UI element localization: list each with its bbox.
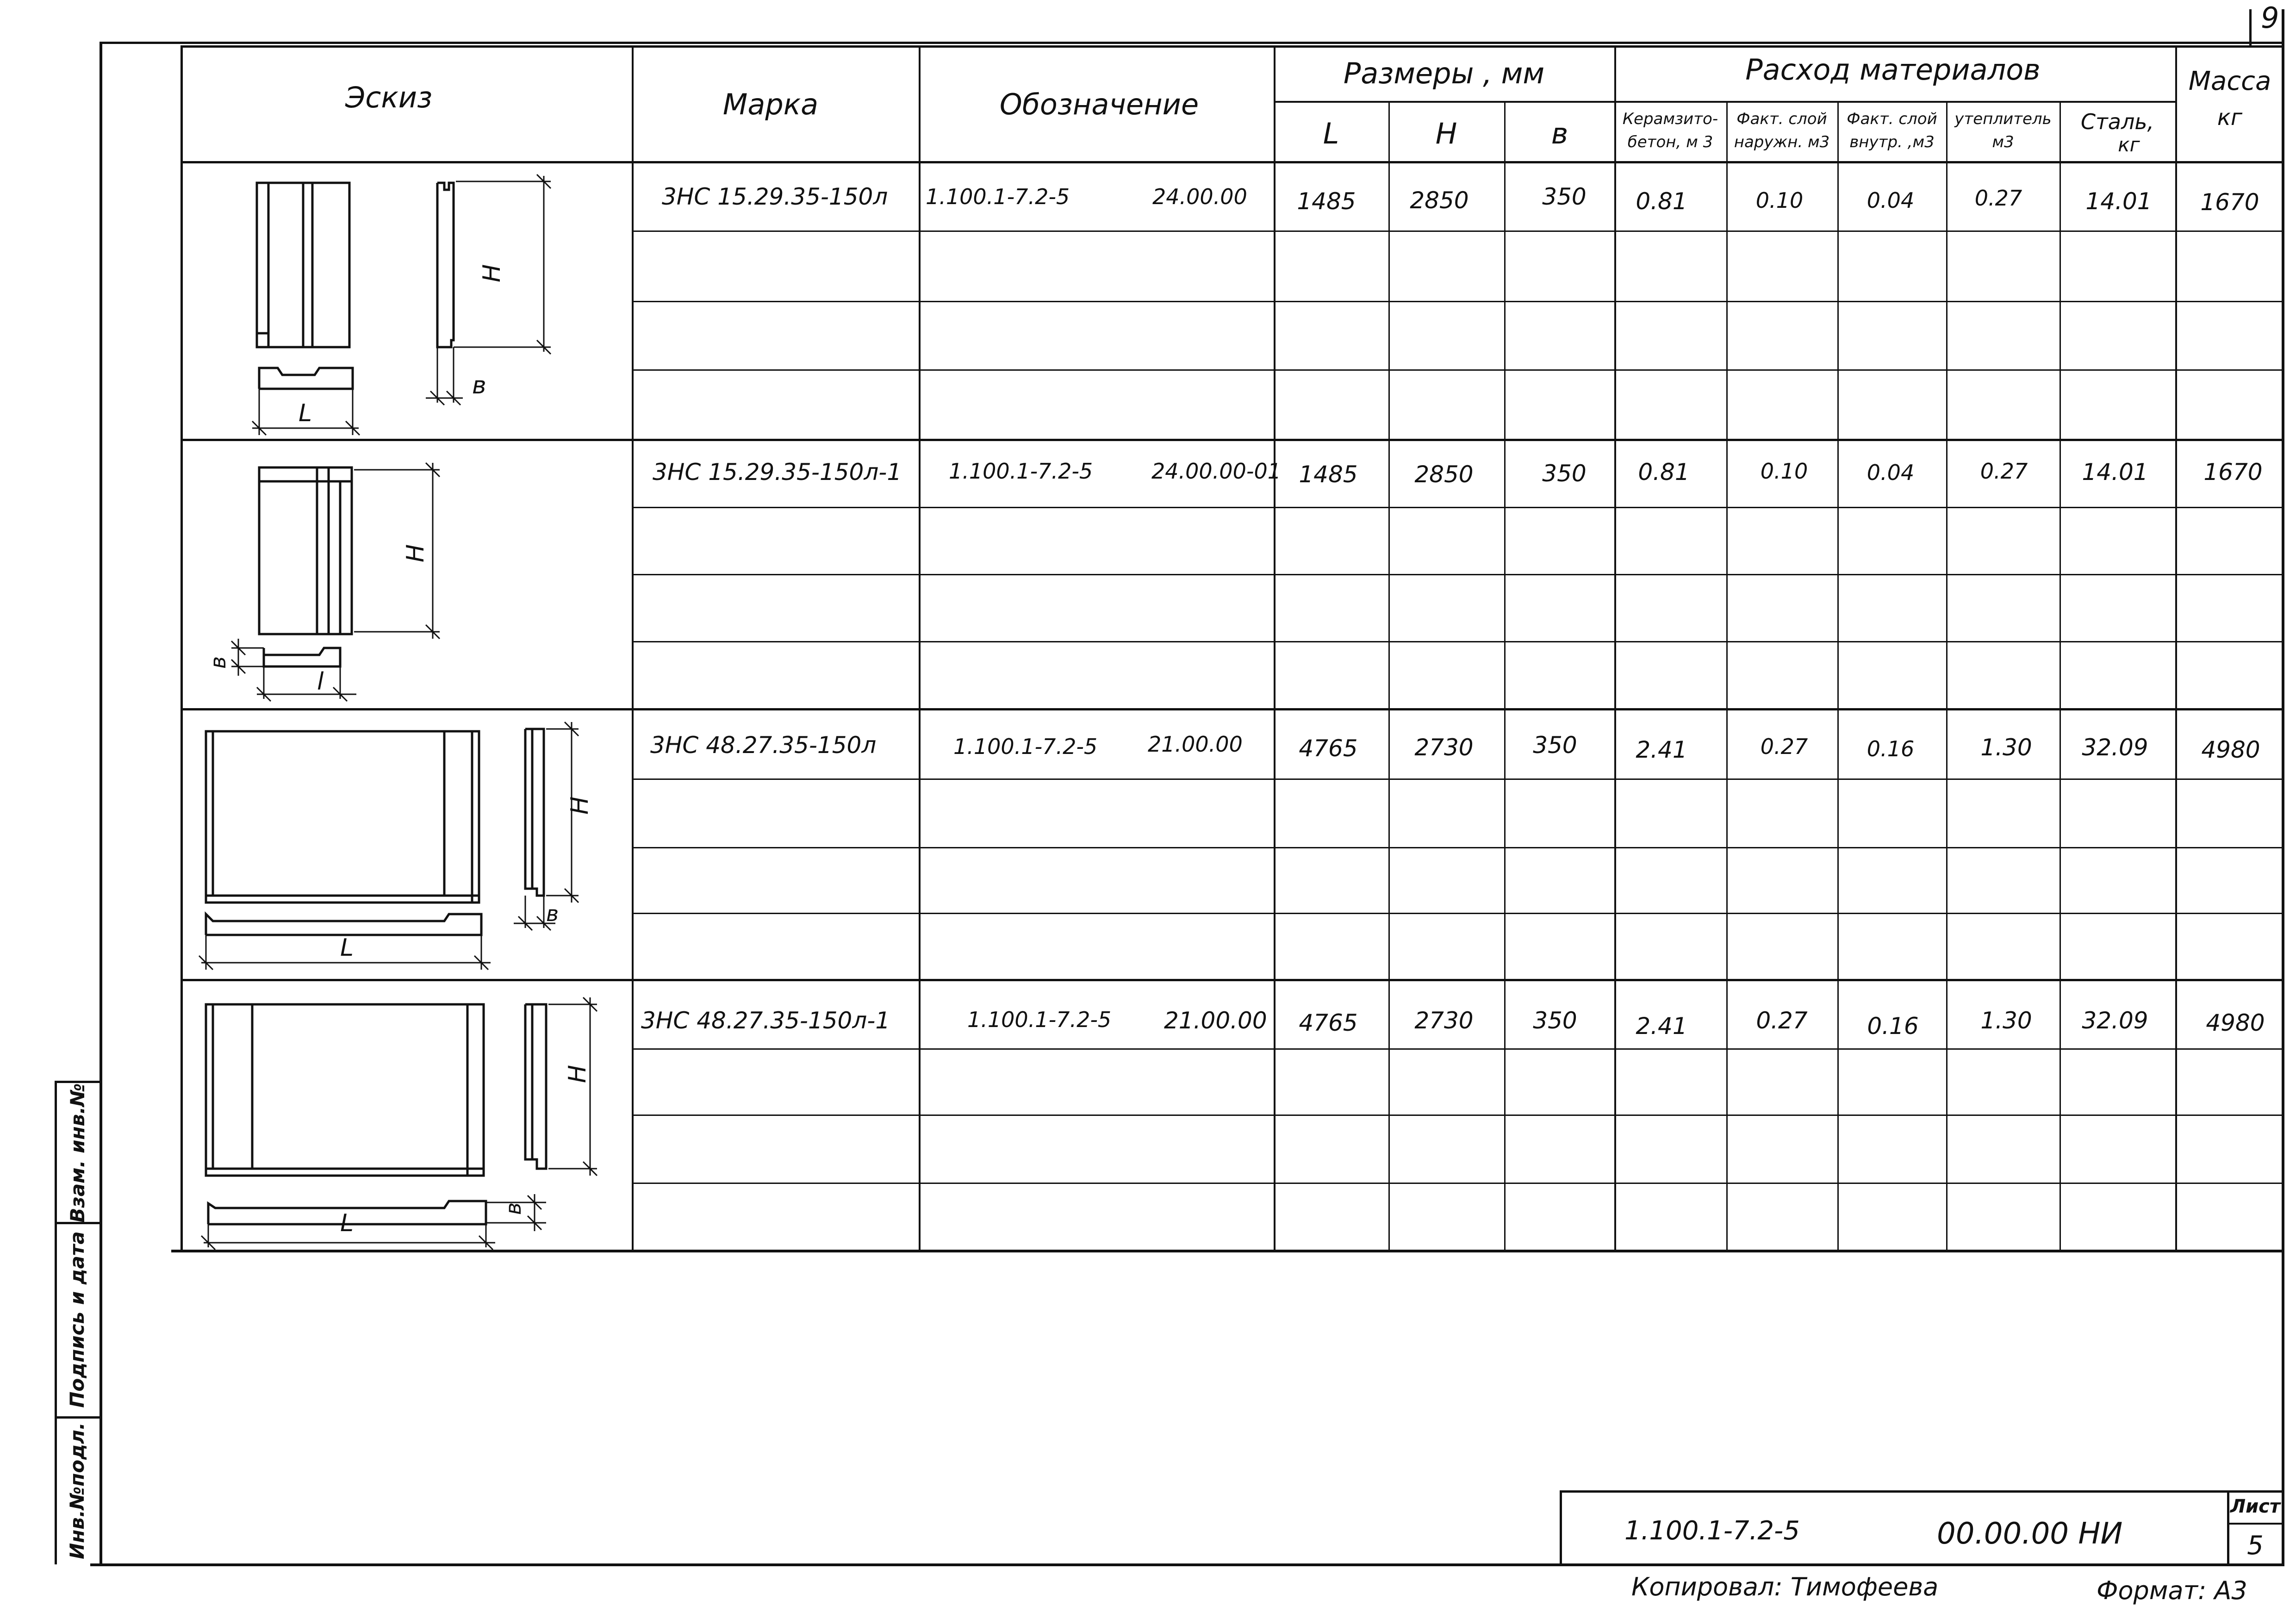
title-block-sheet-line [2227, 1523, 2284, 1525]
row4-steel: 32.09 [2082, 1007, 2148, 1034]
header-insul-1: утеплитель [1954, 110, 2052, 128]
row1-H: 2850 [1410, 187, 1469, 214]
col-line-outer [1726, 101, 1728, 1252]
row4-mass: 4980 [2206, 1009, 2265, 1036]
row1-L: 1485 [1297, 188, 1356, 215]
row4-insul: 1.30 [1980, 1007, 2032, 1034]
row3-line-c [632, 913, 2284, 914]
row1-concrete: 0.81 [1636, 188, 1687, 215]
row1-outer: 0.10 [1755, 188, 1804, 213]
row4-line-c [632, 1183, 2284, 1184]
row2-outer: 0.10 [1760, 459, 1808, 484]
col-line-insul [1946, 101, 1948, 1252]
sketch-panel-3 [180, 710, 632, 981]
title-block-doc-number: 00.00.00 НИ [1937, 1517, 2123, 1551]
col-line-designation [919, 45, 921, 1252]
row3-insul: 1.30 [1980, 734, 2032, 761]
row4-line-a [632, 1048, 2284, 1050]
row1-insul: 0.27 [1974, 186, 2022, 211]
header-concrete-1: Керамзито- [1622, 110, 1718, 128]
col-line-L [1274, 45, 1276, 1252]
sketch-2-label-H: H [402, 544, 429, 562]
title-block-left [1560, 1490, 1562, 1566]
col-line-b [1504, 101, 1506, 1252]
col-line-H [1388, 101, 1390, 1252]
sketch-1-label-b: в [472, 372, 486, 399]
row3-line-b [632, 847, 2284, 848]
row1-line-c [632, 369, 2284, 371]
row1-mass: 1670 [2200, 189, 2259, 216]
frame-bottom [90, 1563, 2284, 1566]
footer-copied-by: Копировал: Тимофеева [1631, 1572, 1939, 1601]
row2-drawing: 24.00.00-01 [1151, 459, 1281, 484]
col-line-mass [2175, 45, 2177, 1252]
header-mass-1: Масса [2188, 66, 2271, 96]
side-stamp-signature-date: Подпись и дата [66, 1231, 88, 1408]
row3-concrete: 2.41 [1636, 736, 1687, 763]
row4-mark: 3НС 48.27.35-150л-1 [641, 1007, 890, 1034]
header-concrete-2: бетон, м 3 [1627, 133, 1713, 151]
col-line-steel [2060, 101, 2061, 1252]
col-line-inner [1837, 101, 1839, 1252]
row4-line-b [632, 1115, 2284, 1116]
row1-inner: 0.04 [1867, 188, 1915, 213]
row2-line-a [632, 507, 2284, 508]
sketch-3-label-L: L [340, 934, 354, 962]
header-materials: Расход материалов [1745, 53, 2041, 87]
row4-outer: 0.27 [1756, 1007, 1808, 1034]
header-outer-2: наружн. м3 [1734, 133, 1830, 151]
row4-H: 2730 [1414, 1007, 1474, 1034]
row2-mass: 1670 [2203, 459, 2263, 486]
row2-line-c [632, 641, 2284, 642]
sketch-4-label-b: в [501, 1202, 526, 1215]
row4-b: 350 [1533, 1007, 1577, 1034]
sketch-panel-4 [180, 981, 632, 1252]
sketch-panel-1 [180, 162, 632, 440]
frame-top [100, 42, 2284, 44]
title-block-sheet-label: Лист [2230, 1496, 2281, 1517]
header-steel-2: кг [2118, 133, 2140, 156]
row1-line-b [632, 301, 2284, 302]
header-dim-H: H [1435, 117, 1457, 150]
row2-b: 350 [1542, 460, 1587, 487]
side-stamp-outer-left [55, 1081, 57, 1564]
row1-steel: 14.01 [2085, 188, 2152, 215]
row1-designation: 1.100.1-7.2-5 [926, 184, 1070, 209]
row3-b: 350 [1533, 732, 1577, 759]
sketch-4-label-L: L [340, 1209, 354, 1237]
side-stamp-inventory: Инв.№подл. [66, 1422, 88, 1559]
page-number: 9 [2261, 1, 2279, 35]
row4-L: 4765 [1299, 1009, 1358, 1036]
row1-drawing: 24.00.00 [1152, 184, 1247, 209]
sketch-1-label-L: L [299, 399, 312, 427]
sketch-2-label-b: в [205, 656, 230, 669]
header-insul-2: м3 [1992, 133, 2014, 151]
row2-H: 2850 [1414, 461, 1474, 488]
row2-insul: 0.27 [1980, 459, 2028, 484]
sketch-3-label-b: в [546, 901, 559, 926]
row3-line-a [632, 778, 2284, 780]
header-outer-1: Факт. слой [1736, 110, 1827, 128]
side-stamp-replacement: Взам. инв.№ [66, 1083, 89, 1223]
page-number-mark [2249, 9, 2252, 46]
title-block-sheet-number: 5 [2247, 1531, 2264, 1561]
header-sub-line-dims [1274, 101, 1614, 103]
row4-drawing: 21.00.00 [1164, 1007, 1267, 1034]
footer-format: Формат: А3 [2097, 1576, 2247, 1605]
row3-designation: 1.100.1-7.2-5 [953, 734, 1098, 759]
col-line-mat [1614, 45, 1616, 1252]
row3-steel: 32.09 [2082, 734, 2148, 761]
sketch-1-label-H: H [478, 264, 506, 282]
header-inner-2: внутр. ,м3 [1849, 133, 1935, 151]
header-steel-1: Сталь, [2080, 109, 2154, 134]
row3-drawing: 21.00.00 [1148, 732, 1243, 757]
header-mass-2: кг [2217, 105, 2243, 131]
frame-right [2282, 9, 2284, 1566]
header-inner-1: Факт. слой [1847, 110, 1937, 128]
sketch-4-label-H: H [564, 1065, 591, 1083]
header-dim-L: L [1323, 117, 1339, 150]
row3-mass: 4980 [2201, 736, 2260, 763]
table-top-line [180, 45, 2284, 48]
header-sketch: Эскиз [345, 81, 433, 114]
frame-left [100, 42, 102, 1564]
row2-mark: 3НС 15.29.35-150л-1 [653, 459, 902, 486]
header-dim-b: в [1551, 117, 1568, 150]
title-block-code: 1.100.1-7.2-5 [1624, 1516, 1800, 1546]
row3-outer: 0.27 [1760, 734, 1808, 759]
row2-inner: 0.04 [1867, 460, 1915, 485]
row2-L: 1485 [1299, 461, 1358, 488]
sketch-3-label-H: H [566, 796, 594, 815]
sketch-panel-2 [180, 440, 632, 710]
row1-mark: 3НС 15.29.35-150л [662, 183, 888, 210]
row1-line-a [632, 230, 2284, 232]
row1-b: 350 [1542, 183, 1587, 210]
row4-inner: 0.16 [1867, 1013, 1919, 1040]
row2-designation: 1.100.1-7.2-5 [949, 459, 1093, 484]
row3-mark: 3НС 48.27.35-150л [650, 732, 877, 759]
row3-L: 4765 [1299, 735, 1358, 762]
header-dimensions: Размеры , мм [1343, 56, 1545, 90]
title-block-top [1560, 1490, 2284, 1493]
row2-line-b [632, 574, 2284, 575]
row3-H: 2730 [1414, 734, 1474, 761]
row4-designation: 1.100.1-7.2-5 [967, 1007, 1112, 1032]
row3-inner: 0.16 [1867, 736, 1915, 761]
title-block-sheet-divider [2227, 1490, 2229, 1566]
row2-steel: 14.01 [2082, 459, 2148, 486]
col-line-mark [632, 45, 634, 1252]
header-sub-line-mat [1614, 101, 2175, 103]
sketch-2-label-l: l [317, 668, 324, 696]
row4-concrete: 2.41 [1636, 1013, 1687, 1040]
header-mark: Марка [722, 87, 819, 121]
header-designation: Обозначение [999, 87, 1199, 121]
row2-concrete: 0.81 [1638, 459, 1690, 486]
